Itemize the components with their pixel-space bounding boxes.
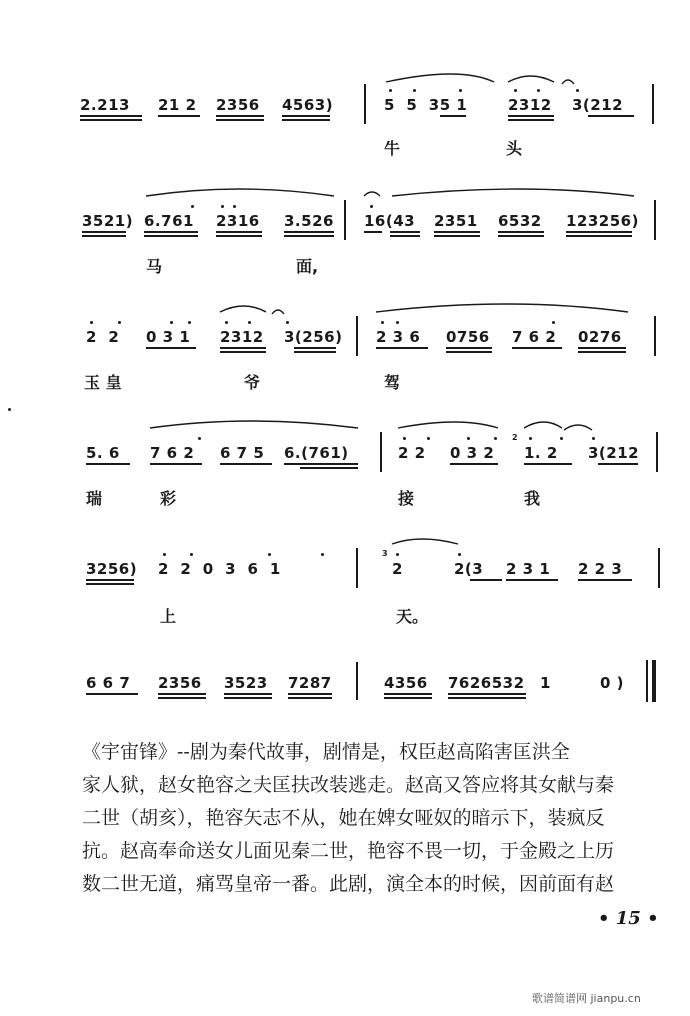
prose-line: 家人狱，赵女艳容之夫匡扶改装逃走。赵高又答应将其女献与秦 (82, 774, 615, 796)
note-group: 2 (392, 560, 403, 578)
note-group: 3521) (82, 212, 134, 230)
lyric: 玉 皇 (84, 373, 122, 392)
lyric: 我 (524, 489, 541, 508)
lyric: 瑞 (86, 489, 103, 508)
lyric: 牛 (384, 139, 401, 158)
note-group: 6.761 (144, 212, 194, 230)
note-group: 6532 (498, 212, 542, 230)
note-group: 0 ) (600, 674, 625, 692)
lyric: 爷 (244, 373, 261, 392)
note-group: 2312 (508, 96, 552, 114)
note-group: 5 5 35 1 (384, 96, 468, 114)
lyric: 头 (506, 139, 523, 158)
lyric: 驾 (384, 373, 401, 392)
note-group: 6.(761) (284, 444, 349, 462)
note-group: 1. 2 (524, 444, 558, 462)
description-text (82, 736, 672, 901)
note-group: 2.213 (80, 96, 130, 114)
grace-note-mark: 2 (512, 433, 518, 442)
note-group: 0 3 1 (146, 328, 191, 346)
note-group: 2 2 (86, 328, 120, 346)
note-group: 7 6 2 (150, 444, 195, 462)
note-group: 21 2 (158, 96, 197, 114)
note-group: 2351 (434, 212, 478, 230)
prose-line: 抗。赵高奉命送女儿面见秦二世，艳容不畏一切，于金殿之上历 (82, 840, 615, 862)
stray-mark (8, 408, 11, 411)
note-group: 7626532 (448, 674, 525, 692)
note-group: 6 6 7 (86, 674, 131, 692)
note-group: 16(43 (364, 212, 416, 230)
note-group: 3(256) (284, 328, 343, 346)
note-group: 3.526 (284, 212, 334, 230)
note-group: 2 3 1 (506, 560, 551, 578)
note-group: 2 2 0 3 6 1 (158, 560, 281, 578)
note-group: 2 3 6 (376, 328, 421, 346)
lyric: 天。 (396, 607, 429, 626)
watermark: 歌谱简谱网 jianpu.cn (532, 992, 641, 1005)
note-group: 2316 (216, 212, 260, 230)
note-group: 2 2 3 (578, 560, 623, 578)
note-group: 2356 (216, 96, 260, 114)
prose-line: 二世（胡亥），艳容矢志不从，她在婢女哑奴的暗示下，装疯反 (82, 807, 605, 829)
lyric: 上 (160, 607, 177, 626)
page-number: • 15 • (598, 908, 659, 929)
note-group: 6 7 5 (220, 444, 265, 462)
note-group: 0756 (446, 328, 490, 346)
grace-note-mark: 3 (382, 549, 388, 558)
note-group: 4356 (384, 674, 428, 692)
note-group: 3256) (86, 560, 138, 578)
note-group: 123256) (566, 212, 639, 230)
note-group: 2 2 (398, 444, 426, 462)
note-group: 4563) (282, 96, 334, 114)
note-group: 3523 (224, 674, 268, 692)
lyric: 接 (398, 489, 415, 508)
note-group: 2356 (158, 674, 202, 692)
note-group: 3(212 (572, 96, 624, 114)
note-group: 7 6 2 (512, 328, 557, 346)
note-group: 5. 6 (86, 444, 120, 462)
note-group: 0276 (578, 328, 622, 346)
lyric: 马 (146, 257, 163, 276)
note-group: 1 (540, 674, 551, 692)
note-group: 0 3 2 (450, 444, 495, 462)
prose-line: 数二世无道，痛骂皇帝一番。此剧，演全本的时候，因前面有赵 (82, 873, 615, 895)
note-group: 3(212 (588, 444, 640, 462)
lyric: 彩 (160, 489, 177, 508)
note-group: 2(3 (454, 560, 484, 578)
note-group: 7287 (288, 674, 332, 692)
lyric: 面, (296, 257, 319, 276)
prose-line: 《宇宙锋》--剧为秦代故事，剧情是，权臣赵高陷害匡洪全 (82, 741, 570, 763)
note-group: 2312 (220, 328, 264, 346)
